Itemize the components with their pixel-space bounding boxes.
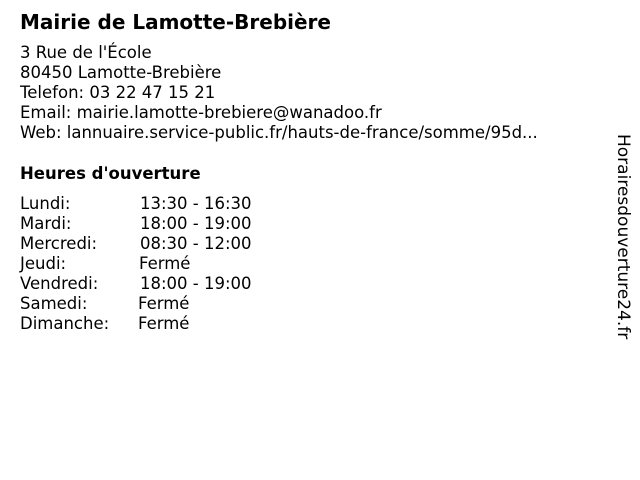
day-label: Samedi:	[20, 294, 88, 313]
web-line: Web: lannuaire.service-public.fr/hauts-de-france/somme/95d...	[20, 123, 538, 142]
day-hours: 18:00 - 19:00	[140, 274, 252, 293]
day-hours: 18:00 - 19:00	[140, 214, 252, 233]
day-label: Dimanche:	[20, 314, 110, 333]
day-hours: 08:30 - 12:00	[140, 234, 252, 253]
day-label: Lundi:	[20, 194, 71, 213]
email-line: Email: mairie.lamotte-brebiere@wanadoo.fr	[20, 103, 382, 122]
day-hours: 13:30 - 16:30	[140, 194, 252, 213]
address-street: 3 Rue de l'École	[20, 43, 152, 62]
day-hours: Fermé	[139, 254, 191, 273]
address-city: 80450 Lamotte-Brebière	[20, 63, 222, 82]
day-label: Vendredi:	[20, 274, 99, 293]
day-hours: Fermé	[138, 314, 190, 333]
page-title: Mairie de Lamotte-Brebière	[20, 10, 331, 34]
day-label: Jeudi:	[20, 254, 67, 273]
hours-heading: Heures d'ouverture	[20, 164, 201, 183]
day-label: Mardi:	[20, 214, 72, 233]
day-label: Mercredi:	[20, 234, 98, 253]
contact-block	[20, 43, 538, 143]
site-watermark: Horairesdouverture24.fr	[613, 134, 633, 340]
phone-line: Telefon: 03 22 47 15 21	[20, 83, 216, 102]
day-hours: Fermé	[138, 294, 190, 313]
